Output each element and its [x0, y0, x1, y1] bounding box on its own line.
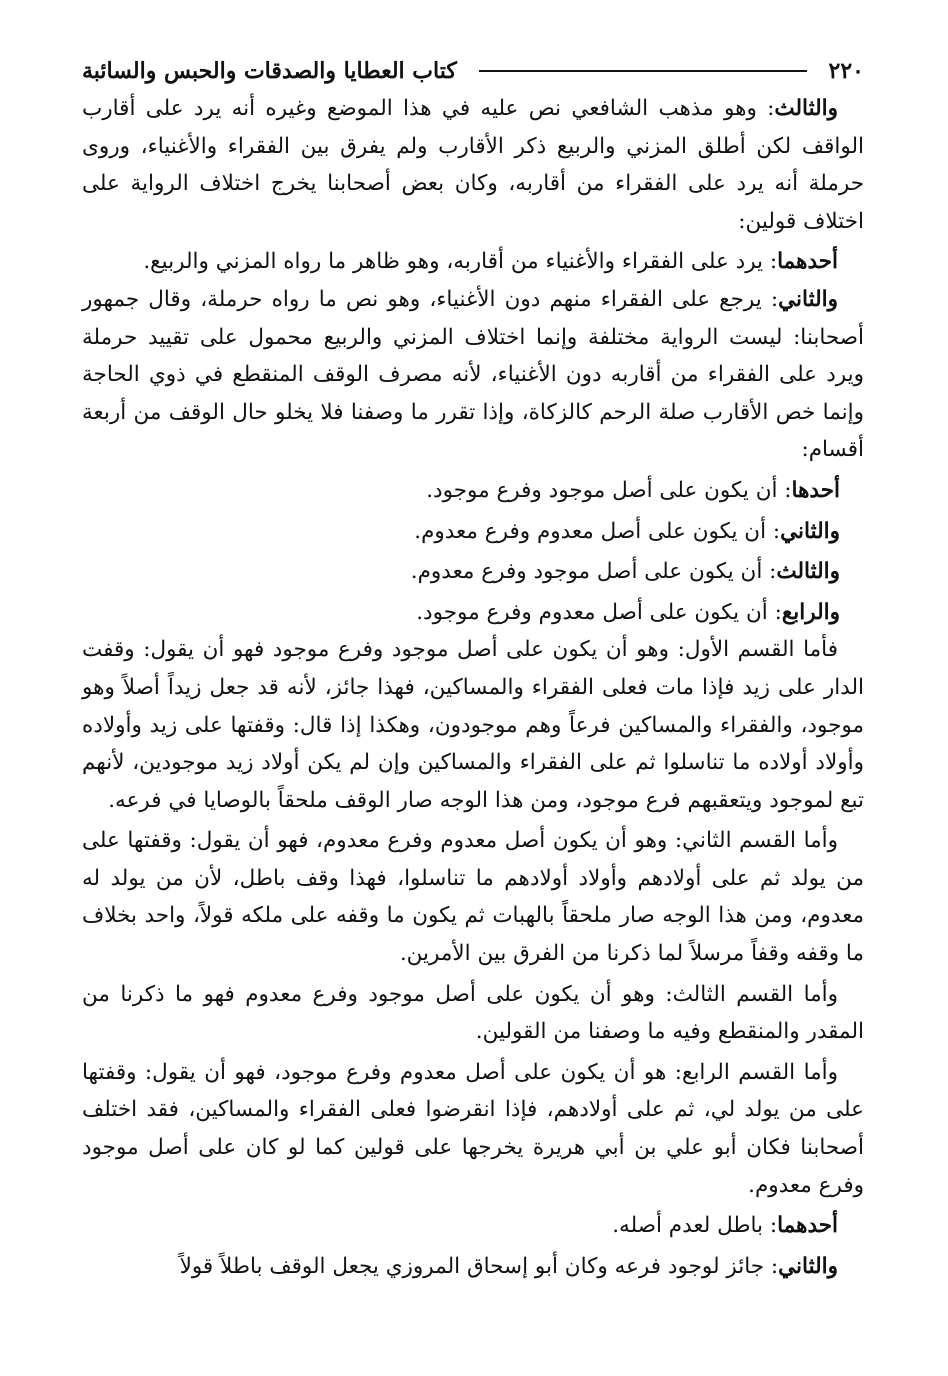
paragraph-text: وأما القسم الثالث: وهو أن يكون على أصل موجود وفرع معدوم فهو ما ذكرنا من المقدر والمنقطع وفيه ما وصفنا من القولين. — [82, 981, 864, 1045]
paragraph-label: أحدهما — [777, 249, 838, 275]
list-item-fourth-category — [82, 594, 864, 632]
paragraph-fourth-category — [82, 1054, 864, 1204]
list-item-second-category — [82, 513, 864, 551]
paragraph-text: : يرد على الفقراء والأغنياء من أقاربه، وهو ظاهر ما رواه المزني والربيع. — [143, 249, 778, 275]
paragraph-label: والثاني — [780, 518, 840, 544]
page-header — [82, 52, 864, 90]
paragraph-second-opinion — [82, 1248, 864, 1286]
running-title: كتاب العطايا والصدقات والحبس والسائبة — [82, 58, 457, 84]
paragraph-third-view — [82, 90, 864, 240]
header-rule — [479, 70, 807, 72]
paragraph-text: : جائز لوجود فرعه وكان أبو إسحاق المروزي يجعل الوقف باطلاً قولاً — [179, 1253, 779, 1279]
paragraph-text: وأما القسم الثاني: وهو أن يكون أصل معدوم وفرع معدوم، فهو أن يقول: وقفتها على من يولد ثم على أولادهم وأولاد أولادهم ما تناسلوا، فهذا وقف باطل، لأن من يولد له معدوم، ومن هذا الوجه صار ملحقاً بالهبات ثم يكون ما وقفه على ملكه قولاً، واحد بخلاف ما وقفه وقفاً مرسلاً لما ذكرنا من الفرق بين الأمرين. — [82, 828, 864, 967]
paragraph-first-saying — [82, 243, 864, 281]
paragraph-label: والثاني — [778, 1253, 838, 1279]
paragraph-third-category — [82, 976, 864, 1051]
paragraph-text: : أن يكون على أصل معدوم وفرع معدوم. — [414, 518, 781, 544]
page-number: ٢٢٠ — [828, 58, 864, 84]
paragraph-second-saying — [82, 281, 864, 469]
paragraph-label: والثالث — [774, 96, 838, 121]
paragraph-text: : أن يكون على أصل معدوم وفرع موجود. — [416, 599, 782, 625]
paragraph-first-category — [82, 631, 864, 819]
paragraph-label: والرابع — [781, 599, 840, 625]
list-item-first-category — [82, 472, 864, 510]
paragraph-label: والثالث — [776, 559, 840, 585]
paragraph-first-opinion — [82, 1207, 864, 1245]
book-page — [82, 52, 864, 1285]
body-text — [82, 90, 864, 1285]
paragraph-second-category — [82, 822, 864, 972]
list-item-third-category — [82, 553, 864, 591]
paragraph-text: : أن يكون على أصل موجود وفرع معدوم. — [410, 559, 777, 585]
paragraph-label: أحدها — [791, 477, 840, 503]
paragraph-text: فأما القسم الأول: وهو أن يكون على أصل موجود وفرع موجود فهو أن يقول: وقفت الدار على زيد فإذا مات فعلى الفقراء والمساكين، فهذا جائز، لأنه قد جعل زيداً أصلاً وهو موجود، والفقراء والمساكين فرعاً وهم موجودون، وهكذا إذا قال: وقفتها على زيد وأولاده وأولاد أولاده ما تناسلوا ثم على الفقراء والمساكين وإن لم يكن أولاد زيد موجودين، لأنهم تبع لموجود ويتعقبهم فرع موجود، ومن هذا الوجه صار الوقف ملحقاً بالوصايا في فرعه. — [82, 637, 864, 813]
paragraph-label: أحدهما — [777, 1213, 838, 1239]
paragraph-label: والثاني — [778, 286, 838, 312]
paragraph-text: : وهو مذهب الشافعي نص عليه في هذا الموضع وغيره أنه يرد على أقارب الواقف لكن أطلق المزني والربيع ذكر الأقارب ولم يفرق بين الفقراء والأغنياء، وروى حرملة أنه يرد على الفقراء من أقاربه، وكان بعض أصحابنا يخرج اختلاف الرواية على اختلاف قولين: — [82, 96, 864, 234]
paragraph-text: : باطل لعدم أصله. — [612, 1213, 778, 1239]
paragraph-text: وأما القسم الرابع: هو أن يكون على أصل معدوم وفرع موجود، فهو أن يقول: وقفتها على من يولد لي، ثم على أولادهم، فإذا انقرضوا فعلى الفقراء والمساكين، فقد اختلف أصحابنا فكان أبو علي بن أبي هريرة يخرجها على قولين كما لو كان على أصل موجود وفرع معدوم. — [82, 1059, 864, 1198]
paragraph-text: : يرجع على الفقراء منهم دون الأغنياء، وهو نص ما رواه حرملة، وقال جمهور أصحابنا: ليست الرواية مختلفة وإنما اختلاف المزني والربيع محمول على تقييد حرملة ويرد على الفقراء من أقاربه دون الأغنياء، لأنه مصرف الوقف المنقطع في ذوي الحاجة وإنما خص الأقارب صلة الرحم كالزكاة، وإذا تقرر ما وصفنا فلا يخلو حال الوقف من أربعة أقسام: — [82, 286, 864, 463]
paragraph-text: : أن يكون على أصل موجود وفرع موجود. — [426, 477, 792, 503]
